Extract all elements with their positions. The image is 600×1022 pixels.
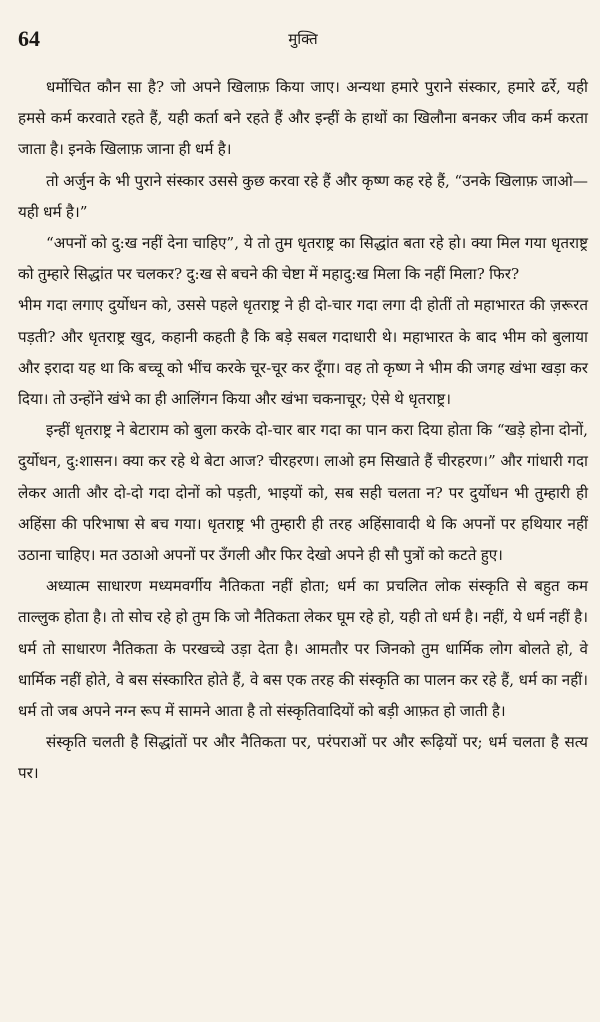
page-header — [18, 26, 588, 60]
paragraph: इन्हीं धृतराष्ट्र ने बेटाराम को बुला करके दो-चार बार गदा का पान करा दिया होता कि “खड़े होना दोनों, दुर्योधन, दु:शासन। क्या कर रहे थे बेटा आज? चीरहरण। लाओ हम सिखाते हैं चीरहरण।” और गांधारी गदा लेकर आती और दो-दो गदा दोनों को पड़ती, भाइयों को, सब सही चलता न? पर दुर्योधन भी तुम्हारी ही अहिंसा की परिभाषा से बच गया। धृतराष्ट्र भी तुम्हारी ही तरह अहिंसावादी थे कि अपनों पर हथियार नहीं उठाना चाहिए। मत उठाओ अपनों पर उँगली और फिर देखो अपने ही सौ पुत्रों को कटते हुए। — [18, 421, 588, 565]
paragraph: अध्यात्म साधारण मध्यमवर्गीय नैतिकता नहीं होता; धर्म का प्रचलित लोक संस्कृति से बहुत कम ताल्लुक होता है। तो सोच रहे हो तुम कि जो नैतिकता लेकर घूम रहे हो, यही तो धर्म है। नहीं, ये धर्म नहीं है। धर्म तो साधारण नैतिकता के परखच्चे उड़ा देता है। आमतौर पर जिनको तुम धार्मिक लोग बोलते हो, वे धार्मिक नहीं होते, वे बस संस्कारित होते हैं, वे बस एक तरह की संस्कृति का पालन कर रहे हैं, धर्म का नहीं। धर्म तो जब अपने नग्न रूप में सामने आता है तो संस्कृतिवादियों को बड़ी आफ़त हो जाती है। — [18, 577, 588, 721]
paragraph: तो अर्जुन के भी पुराने संस्कार उससे कुछ करवा रहे हैं और कृष्ण कह रहे हैं, “उनके खिलाफ़ जाओ—यही धर्म है।” — [18, 171, 588, 221]
paragraph: भीम गदा लगाए दुर्योधन को, उससे पहले धृतराष्ट्र ने ही दो-चार गदा लगा दी होतीं तो महाभारत की ज़रूरत पड़ती? और धृतराष्ट्र खुद, कहानी कहती है कि बड़े सबल गदाधारी थे। महाभारत के बाद भीम को बुलाया और इरादा यह था कि बच्चू को भींच करके चूर-चूर कर दूँगा। वह तो कृष्ण ने भीम की जगह खंभा खड़ा कर दिया। तो उन्होंने खंभे का ही आलिंगन किया और खंभा चकनाचूर; ऐसे थे धृतराष्ट्र। — [18, 296, 588, 409]
running-head: मुक्ति — [288, 30, 318, 48]
page-number: 64 — [18, 26, 40, 51]
page-body — [18, 72, 588, 790]
paragraph: धर्मोचित कौन सा है? जो अपने खिलाफ़ किया जाए। अन्यथा हमारे पुराने संस्कार, हमारे ढर्रे, यही हमसे कर्म करवाते रहते हैं, यही कर्ता बने रहते हैं और इन्हीं के हाथों का खिलौना बनकर जीव कर्म करता जाता है। इनके खिलाफ़ जाना ही धर्म है। — [18, 78, 588, 159]
paragraph: “अपनों को दु:ख नहीं देना चाहिए”, ये तो तुम धृतराष्ट्र का सिद्धांत बता रहे हो। क्या मिल गया धृतराष्ट्र को तुम्हारे सिद्धांत पर चलकर? दु:ख से बचने की चेष्टा में महादु:ख मिला कि नहीं मिला? फिर? — [18, 234, 588, 284]
paragraph: संस्कृति चलती है सिद्धांतों पर और नैतिकता पर, परंपराओं पर और रूढ़ियों पर; धर्म चलता है सत्य पर। — [18, 733, 588, 783]
